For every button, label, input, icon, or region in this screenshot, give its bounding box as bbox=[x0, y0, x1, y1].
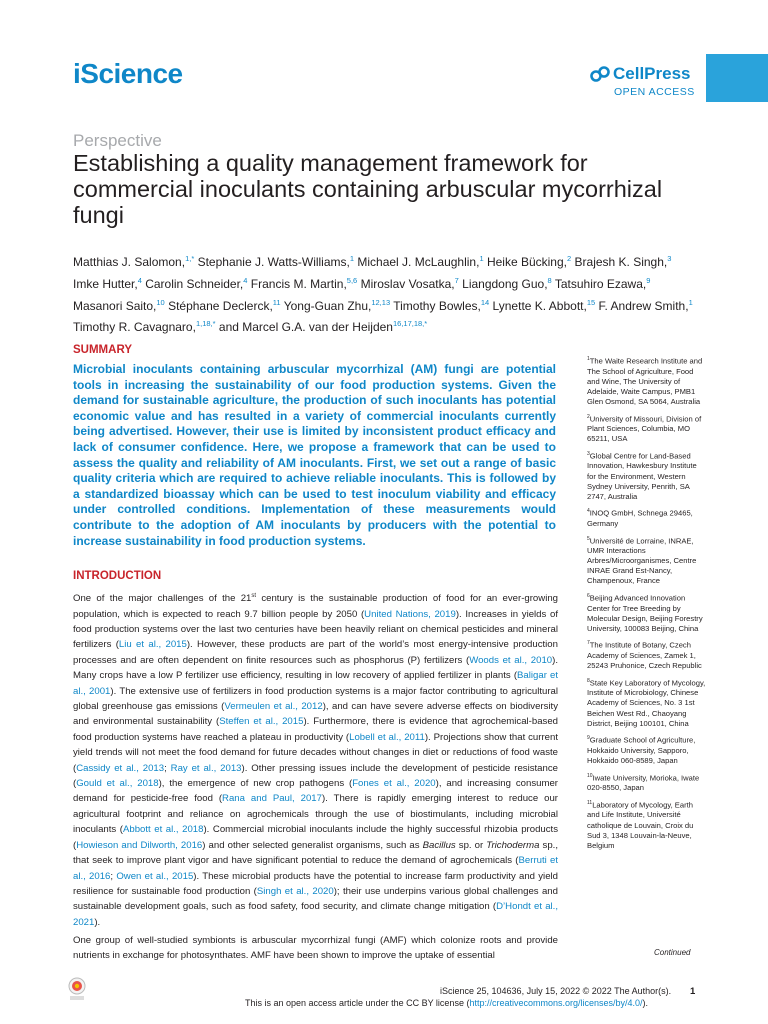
author-affiliation-marker[interactable]: 3 bbox=[667, 254, 672, 263]
affiliation-item bbox=[587, 638, 707, 671]
citation-link[interactable]: Berruti et al., 2016 bbox=[73, 855, 558, 882]
affiliations bbox=[587, 354, 707, 855]
author-name[interactable]: Matthias J. Salomon, bbox=[73, 255, 186, 269]
author-name[interactable]: Tatsuhiro Ezawa, bbox=[554, 276, 647, 291]
author-name[interactable]: Stephanie J. Watts-Williams, bbox=[197, 255, 350, 269]
author-name[interactable]: Michael J. McLaughlin, bbox=[357, 255, 480, 269]
affiliation-text: The Institute of Botany, Czech Academy of Sciences, Zamek 1, 25243 Pruhonice, Czech Republic bbox=[587, 640, 702, 671]
author-affiliation-marker[interactable]: 1,18,* bbox=[195, 319, 216, 329]
cellpress-icon bbox=[590, 66, 610, 83]
author-affiliation-marker[interactable]: 5,6 bbox=[346, 275, 358, 285]
author-affiliation-marker[interactable]: 4 bbox=[243, 275, 248, 285]
author-affiliation-marker[interactable]: 12,13 bbox=[371, 297, 391, 307]
citation-link[interactable]: Liu et al., 2015 bbox=[118, 639, 187, 651]
journal-logo: iScience bbox=[73, 58, 183, 89]
article-type: Perspective bbox=[73, 131, 162, 150]
citation-link[interactable]: Abbott et al., 2018 bbox=[122, 824, 204, 836]
affiliation-number: 11 bbox=[587, 799, 593, 806]
citation-link[interactable]: Woods et al., 2010 bbox=[469, 654, 553, 666]
body-text: One of the major challenges of the 21 bbox=[73, 593, 252, 605]
article-title: Establishing a quality management framework for commercial inoculants containing arbuscular mycorrhizal fungi bbox=[73, 150, 663, 228]
italic-text: Trichoderma bbox=[486, 839, 540, 851]
body-text: century is the sustainable production of food for an ever-growing population, which is expected to reach 9.7 billion people by 2050 ( bbox=[73, 593, 559, 620]
body-text: ). The extensive use of fertilizers in food production systems is a major factor contributing to agricultural global greenhouse gas emissions ( bbox=[73, 685, 558, 713]
affiliation-item bbox=[587, 354, 707, 407]
affiliation-number: 3 bbox=[587, 450, 590, 457]
body-text: ). These microbial products have the potential to increase farm productivity and yield resilience for sustainable food production ( bbox=[73, 870, 558, 897]
publisher-name: CellPress bbox=[613, 64, 691, 83]
continued-label: Continued bbox=[654, 948, 691, 957]
body-text: sp., that seek to improve plant vigor and have significant potential to reduce the demand of agrochemicals ( bbox=[73, 839, 558, 867]
author-name[interactable]: Timothy R. Cavagnaro, bbox=[73, 320, 196, 335]
affiliation-text: Graduate School of Agriculture, Hokkaido University, Sapporo, Hokkaido 060-8589, Japan bbox=[587, 735, 696, 765]
author-name[interactable]: Carolin Schneider, bbox=[145, 276, 244, 291]
citation-line: iScience 25, 104636, July 15, 2022 © 2022 The Author(s). bbox=[440, 986, 672, 996]
body-text: ). Projections show that current yield trends will not meet the food demand for future decades without changes in diet or reductions of food waste ( bbox=[73, 731, 558, 774]
author-name[interactable]: Imke Hutter, bbox=[73, 276, 138, 291]
body-text: ; bbox=[110, 870, 117, 882]
citation-link[interactable]: Owen et al., 2015 bbox=[116, 870, 194, 882]
citation-link[interactable]: Gould et al., 2018 bbox=[76, 778, 159, 790]
author-name[interactable]: Timothy Bowles, bbox=[393, 298, 481, 313]
open-access-label: OPEN ACCESS bbox=[614, 86, 695, 98]
affiliation-number: 7 bbox=[587, 640, 590, 647]
citation-link[interactable]: Cassidy et al., 2013 bbox=[76, 762, 165, 774]
publisher-logo bbox=[590, 64, 691, 84]
license-link[interactable]: http://creativecommons.org/licenses/by/4.0/ bbox=[469, 998, 643, 1008]
body-text: ); their use underpins various global challenges and sustainable development goals, such as food safety, food security, and climate change mitigation ( bbox=[73, 885, 558, 913]
author-affiliation-marker[interactable]: 1 bbox=[688, 297, 693, 307]
citation-link[interactable]: Rana and Paul, 2017 bbox=[222, 793, 322, 805]
citation-link[interactable]: Steffen et al., 2015 bbox=[219, 716, 304, 728]
affiliation-item bbox=[587, 449, 707, 502]
affiliation-item bbox=[587, 733, 707, 766]
affiliation-number: 2 bbox=[587, 413, 590, 420]
citation-link[interactable]: D’Hondt et al., 2021 bbox=[73, 901, 558, 928]
citation-link[interactable]: Singh et al., 2020 bbox=[256, 885, 334, 897]
affiliation-text: Global Centre for Land-Based Innovation, Hawkesbury Institute for the Environment, Western Sydney University, Penrith, SA 2747, Australia bbox=[587, 451, 697, 501]
citation-link[interactable]: Lobell et al., 2011 bbox=[349, 731, 425, 743]
author-affiliation-marker[interactable]: 1 bbox=[479, 254, 484, 263]
body-text: ), and increasing consumer demand for pesticide-free food ( bbox=[73, 778, 558, 805]
introduction-paragraph-2: One group of well-studied symbionts is arbuscular mycorrhizal fungi (AMF) which colonize roots and provide nutrients in exchange for photosynthates. AMF have been shown to improve the uptake of essential bbox=[73, 935, 558, 962]
license-line bbox=[245, 998, 648, 1008]
author-name[interactable]: Brajesh K. Singh, bbox=[574, 255, 668, 269]
author-affiliation-marker[interactable]: 10 bbox=[156, 297, 165, 307]
affiliation-text: State Key Laboratory of Mycology, Institute of Microbiology, Chinese Academy of Sciences, No. 3 1st Beichen West Rd., Chaoyang District, Beijing 100101, China bbox=[587, 678, 706, 728]
author-name[interactable]: Lynette K. Abbott, bbox=[492, 298, 587, 313]
affiliation-item bbox=[587, 412, 707, 445]
author-affiliation-marker[interactable]: 2 bbox=[567, 254, 572, 263]
superscript: st bbox=[251, 593, 257, 599]
body-text: ). Other pressing issues include the development of pesticide resistance ( bbox=[73, 762, 558, 790]
check-for-updates-icon[interactable] bbox=[66, 976, 88, 1002]
affiliation-text: INOQ GmbH, Schnega 29465, Germany bbox=[587, 508, 693, 528]
affiliation-item bbox=[587, 771, 707, 794]
author-affiliation-marker[interactable]: 1 bbox=[349, 254, 355, 263]
affiliation-number: 8 bbox=[587, 677, 590, 684]
author-affiliation-marker[interactable]: 8 bbox=[547, 275, 552, 285]
summary-heading: SUMMARY bbox=[73, 344, 132, 356]
author-list bbox=[73, 250, 695, 337]
page-number: 1 bbox=[690, 986, 696, 997]
author-name[interactable]: Masanori Saito, bbox=[73, 298, 157, 313]
author-affiliation-marker[interactable]: 14 bbox=[480, 297, 490, 307]
citation-link[interactable]: United Nations, 2019 bbox=[364, 608, 456, 620]
affiliation-item bbox=[587, 591, 707, 634]
citation-link[interactable]: Howieson and Dilworth, 2016 bbox=[76, 839, 203, 851]
affiliation-number: 9 bbox=[587, 735, 590, 742]
affiliation-item bbox=[587, 506, 707, 529]
header-color-tab bbox=[706, 54, 768, 102]
body-text: ). Furthermore, there is evidence that agrochemical-based food production systems have reached a plateau in productivity ( bbox=[73, 716, 558, 743]
author-affiliation-marker[interactable]: 15 bbox=[586, 297, 596, 307]
author-affiliation-marker[interactable]: 16,17,18,* bbox=[392, 319, 428, 329]
author-name[interactable]: Stéphane Declerck, bbox=[168, 298, 273, 313]
body-text: sp. or bbox=[455, 839, 487, 851]
author-name[interactable]: and Marcel G.A. van der Heijden bbox=[218, 320, 393, 335]
body-text: ), the emergence of new crop pathogens ( bbox=[158, 778, 353, 790]
author-name[interactable]: Miroslav Vosatka, bbox=[360, 276, 455, 291]
author-name[interactable]: Liangdong Guo, bbox=[462, 276, 548, 291]
body-text: ). Increases in yields of food production systems over the last two centuries have been heavily reliant on chemical pesticides and mineral fertilizers ( bbox=[73, 608, 558, 651]
introduction-heading: INTRODUCTION bbox=[73, 570, 162, 582]
introduction-paragraph bbox=[73, 589, 558, 930]
citation-link[interactable]: Ray et al., 2013 bbox=[170, 762, 242, 774]
author-affiliation-marker[interactable]: 4 bbox=[137, 275, 142, 285]
body-text: ; bbox=[164, 762, 171, 774]
italic-text: Bacillus bbox=[422, 839, 456, 851]
affiliation-text: Beijing Advanced Innovation Center for Tree Breeding by Molecular Design, Beijing Forestry University, 100083 Beijing, China bbox=[587, 593, 703, 633]
body-text: ). bbox=[94, 916, 101, 928]
citation-link[interactable]: Vermeulen et al., 2012 bbox=[224, 701, 323, 713]
body-text: ), and can have severe adverse effects on biodiversity and environmental sustainability ( bbox=[73, 701, 558, 728]
summary-text: Microbial inoculants containing arbuscular mycorrhizal (AM) fungi are potential tools in increasing the sustainability of our food production systems. Given the demand for sustainable agriculture, the production of such inoculants has potential economic value and has resulted in a variety of commercial inoculants currently being advertised. However, their use is limited by inconsistent product efficacy and lack of consumer confidence. Here, we propose a framework that can be used to assess the quality and reliability of AM inoculants. First, we set out a range of basic quality criteria which are required to achieve reliable inoculants. This is followed by a standardized bioassay which can be used to test inoculum viability and efficacy under controlled conditions. Implementation of these measurements would contribute to the adoption of AM inoculants by producers with the potential to increase sustainability in food production systems. bbox=[73, 362, 556, 548]
author-affiliation-marker[interactable]: 9 bbox=[646, 275, 651, 285]
citation-link[interactable]: Fones et al., 2020 bbox=[352, 778, 436, 790]
body-text: ). There is rapidly emerging interest to reduce our agricultural footprint and reliance on agrochemicals through the use of biostimulants, including microbial inoculants ( bbox=[73, 793, 558, 836]
affiliation-item bbox=[587, 534, 707, 587]
author-name[interactable]: Yong-Guan Zhu, bbox=[283, 298, 372, 313]
affiliation-text: The Waite Research Institute and The School of Agriculture, Food and Wine, The University of Adelaide, Waite Campus, PMB1 Glen Osmond, SA 5064, Australia bbox=[587, 356, 703, 406]
affiliation-text: Iwate University, Morioka, Iwate 020-8550, Japan bbox=[587, 773, 700, 793]
author-affiliation-marker[interactable]: 1,* bbox=[185, 254, 195, 263]
body-text: ) and other selected generalist organisms, such as bbox=[202, 839, 423, 851]
affiliation-number: 4 bbox=[587, 508, 590, 515]
affiliation-text: Laboratory of Mycology, Earth and Life Institute, Université catholique de Louvain, Croix du Sud 3, 1348 Louvain-la-Neuve, Belgium bbox=[587, 800, 694, 850]
body-text: ). Many crops have a low P fertilizer use efficiency, resulting in low recovery of applied fertilizer in plants ( bbox=[73, 654, 558, 682]
author-affiliation-marker[interactable]: 7 bbox=[454, 275, 459, 285]
author-name[interactable]: Francis M. Martin, bbox=[250, 276, 347, 291]
affiliation-item bbox=[587, 676, 707, 729]
citation-link[interactable]: Baligar et al., 2001 bbox=[73, 670, 558, 697]
affiliation-number: 1 bbox=[587, 356, 590, 362]
author-name[interactable]: F. Andrew Smith, bbox=[598, 298, 689, 313]
affiliation-text: University of Missouri, Division of Plant Sciences, Columbia, MO 65211, USA bbox=[587, 414, 702, 444]
author-name[interactable]: Heike Bücking, bbox=[486, 255, 567, 269]
affiliation-item bbox=[587, 798, 707, 851]
body-text: ). However, these products are part of the world’s most energy-intensive production processes and are often dependent on finite resources such as phosphorus (P) fertilizers ( bbox=[73, 639, 558, 666]
license-suffix: ). bbox=[642, 998, 649, 1008]
affiliation-text: Université de Lorraine, INRAE, UMR Interactions Arbres/Microorganismes, Centre INRAE Grand Est-Nancy, Champenoux, France bbox=[587, 536, 697, 586]
affiliation-number: 5 bbox=[587, 535, 590, 542]
body-text: ). Commercial microbial inoculants include the highly successful rhizobia products ( bbox=[73, 824, 559, 851]
affiliation-number: 10 bbox=[587, 772, 593, 779]
license-prefix: This is an open access article under the CC BY license ( bbox=[245, 998, 470, 1008]
author-affiliation-marker[interactable]: 11 bbox=[272, 297, 281, 307]
affiliation-number: 6 bbox=[587, 593, 590, 600]
